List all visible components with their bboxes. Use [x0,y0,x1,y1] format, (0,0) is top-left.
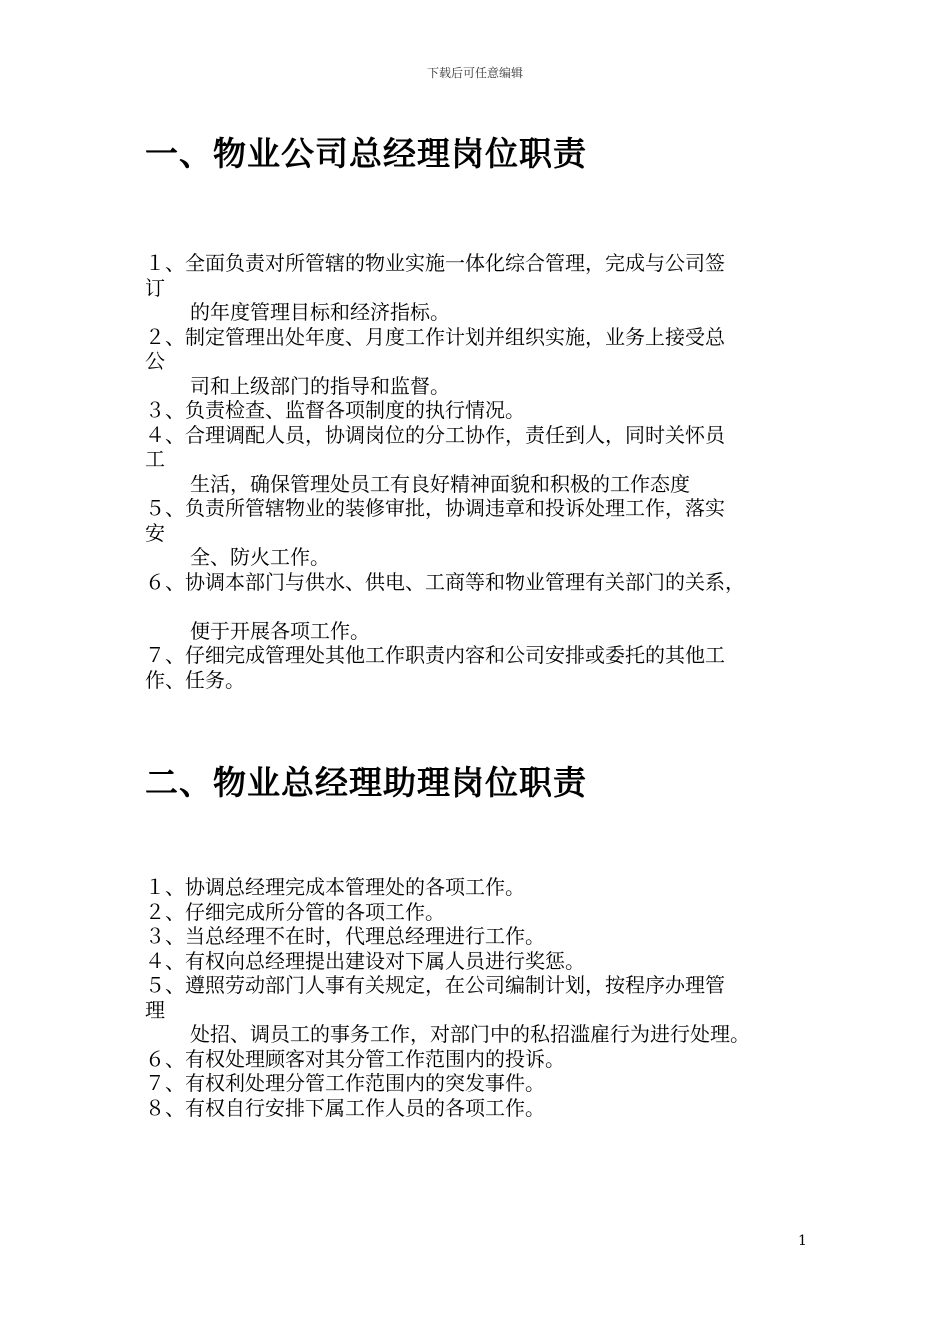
duty-line: 工 [145,447,165,471]
blank-line [145,594,835,619]
page-header: 下载后可任意编辑 [426,66,523,80]
duty-line: 司和上级部门的指导和监督。 [190,373,450,398]
duty-line: ５、遵照劳动部门人事有关规定，在公司编制计划，按程序办理管 [145,973,725,997]
duty-line: ５、负责所管辖物业的装修审批，协调违章和投诉处理工作，落实 [145,496,725,520]
duty-line: 的年度管理目标和经济指标。 [190,300,450,324]
section-2-title: 二、物业总经理助理岗位职责 [145,763,587,802]
duty-line: ６、有权处理顾客对其分管工作范围内的投诉。 [145,1046,565,1071]
duty-line: 便于开展各项工作。 [190,618,370,643]
duty-line: ８、有权自行安排下属工作人员的各项工作。 [145,1095,545,1120]
duty-line: 理 [145,997,165,1022]
duty-line: 安 [145,520,165,545]
duty-line: 作、任务。 [145,667,245,692]
section-1-title: 一、物业公司总经理岗位职责 [145,134,587,173]
duty-line: ３、负责检查、监督各项制度的执行情况。 [145,398,525,422]
duty-line: 处招、调员工的事务工作，对部门中的私招滥雇行为进行处理。 [190,1022,750,1046]
duty-line: ４、合理调配人员，协调岗位的分工协作，责任到人，同时关怀员 [145,422,725,447]
duty-line: 生活，确保管理处员工有良好精神面貌和积极的工作态度 [190,471,690,496]
duty-line: ７、仔细完成管理处其他工作职责内容和公司安排或委托的其他工 [145,643,725,667]
duty-line: 全、防火工作。 [190,545,330,569]
page-number: 1 [798,1233,807,1249]
duty-line: ３、当总经理不在时，代理总经理进行工作。 [145,924,545,948]
duty-line: ７、有权利处理分管工作范围内的突发事件。 [145,1071,545,1095]
duty-line: 公 [145,349,165,373]
duty-line: 订 [145,275,165,300]
duty-line: １、全面负责对所管辖的物业实施一体化综合管理，完成与公司签 [145,251,725,275]
duty-line: ４、有权向总经理提出建设对下属人员进行奖惩。 [145,948,585,973]
section-2-duties [145,875,835,1120]
duty-line: ２、仔细完成所分管的各项工作。 [145,899,445,924]
duty-line: ２、制定管理出处年度、月度工作计划并组织实施，业务上接受总 [145,324,725,349]
duty-line: １、协调总经理完成本管理处的各项工作。 [145,875,525,899]
section-1-duties [145,251,835,692]
duty-line: ６、协调本部门与供水、供电、工商等和物业管理有关部门的关系， [145,569,745,594]
